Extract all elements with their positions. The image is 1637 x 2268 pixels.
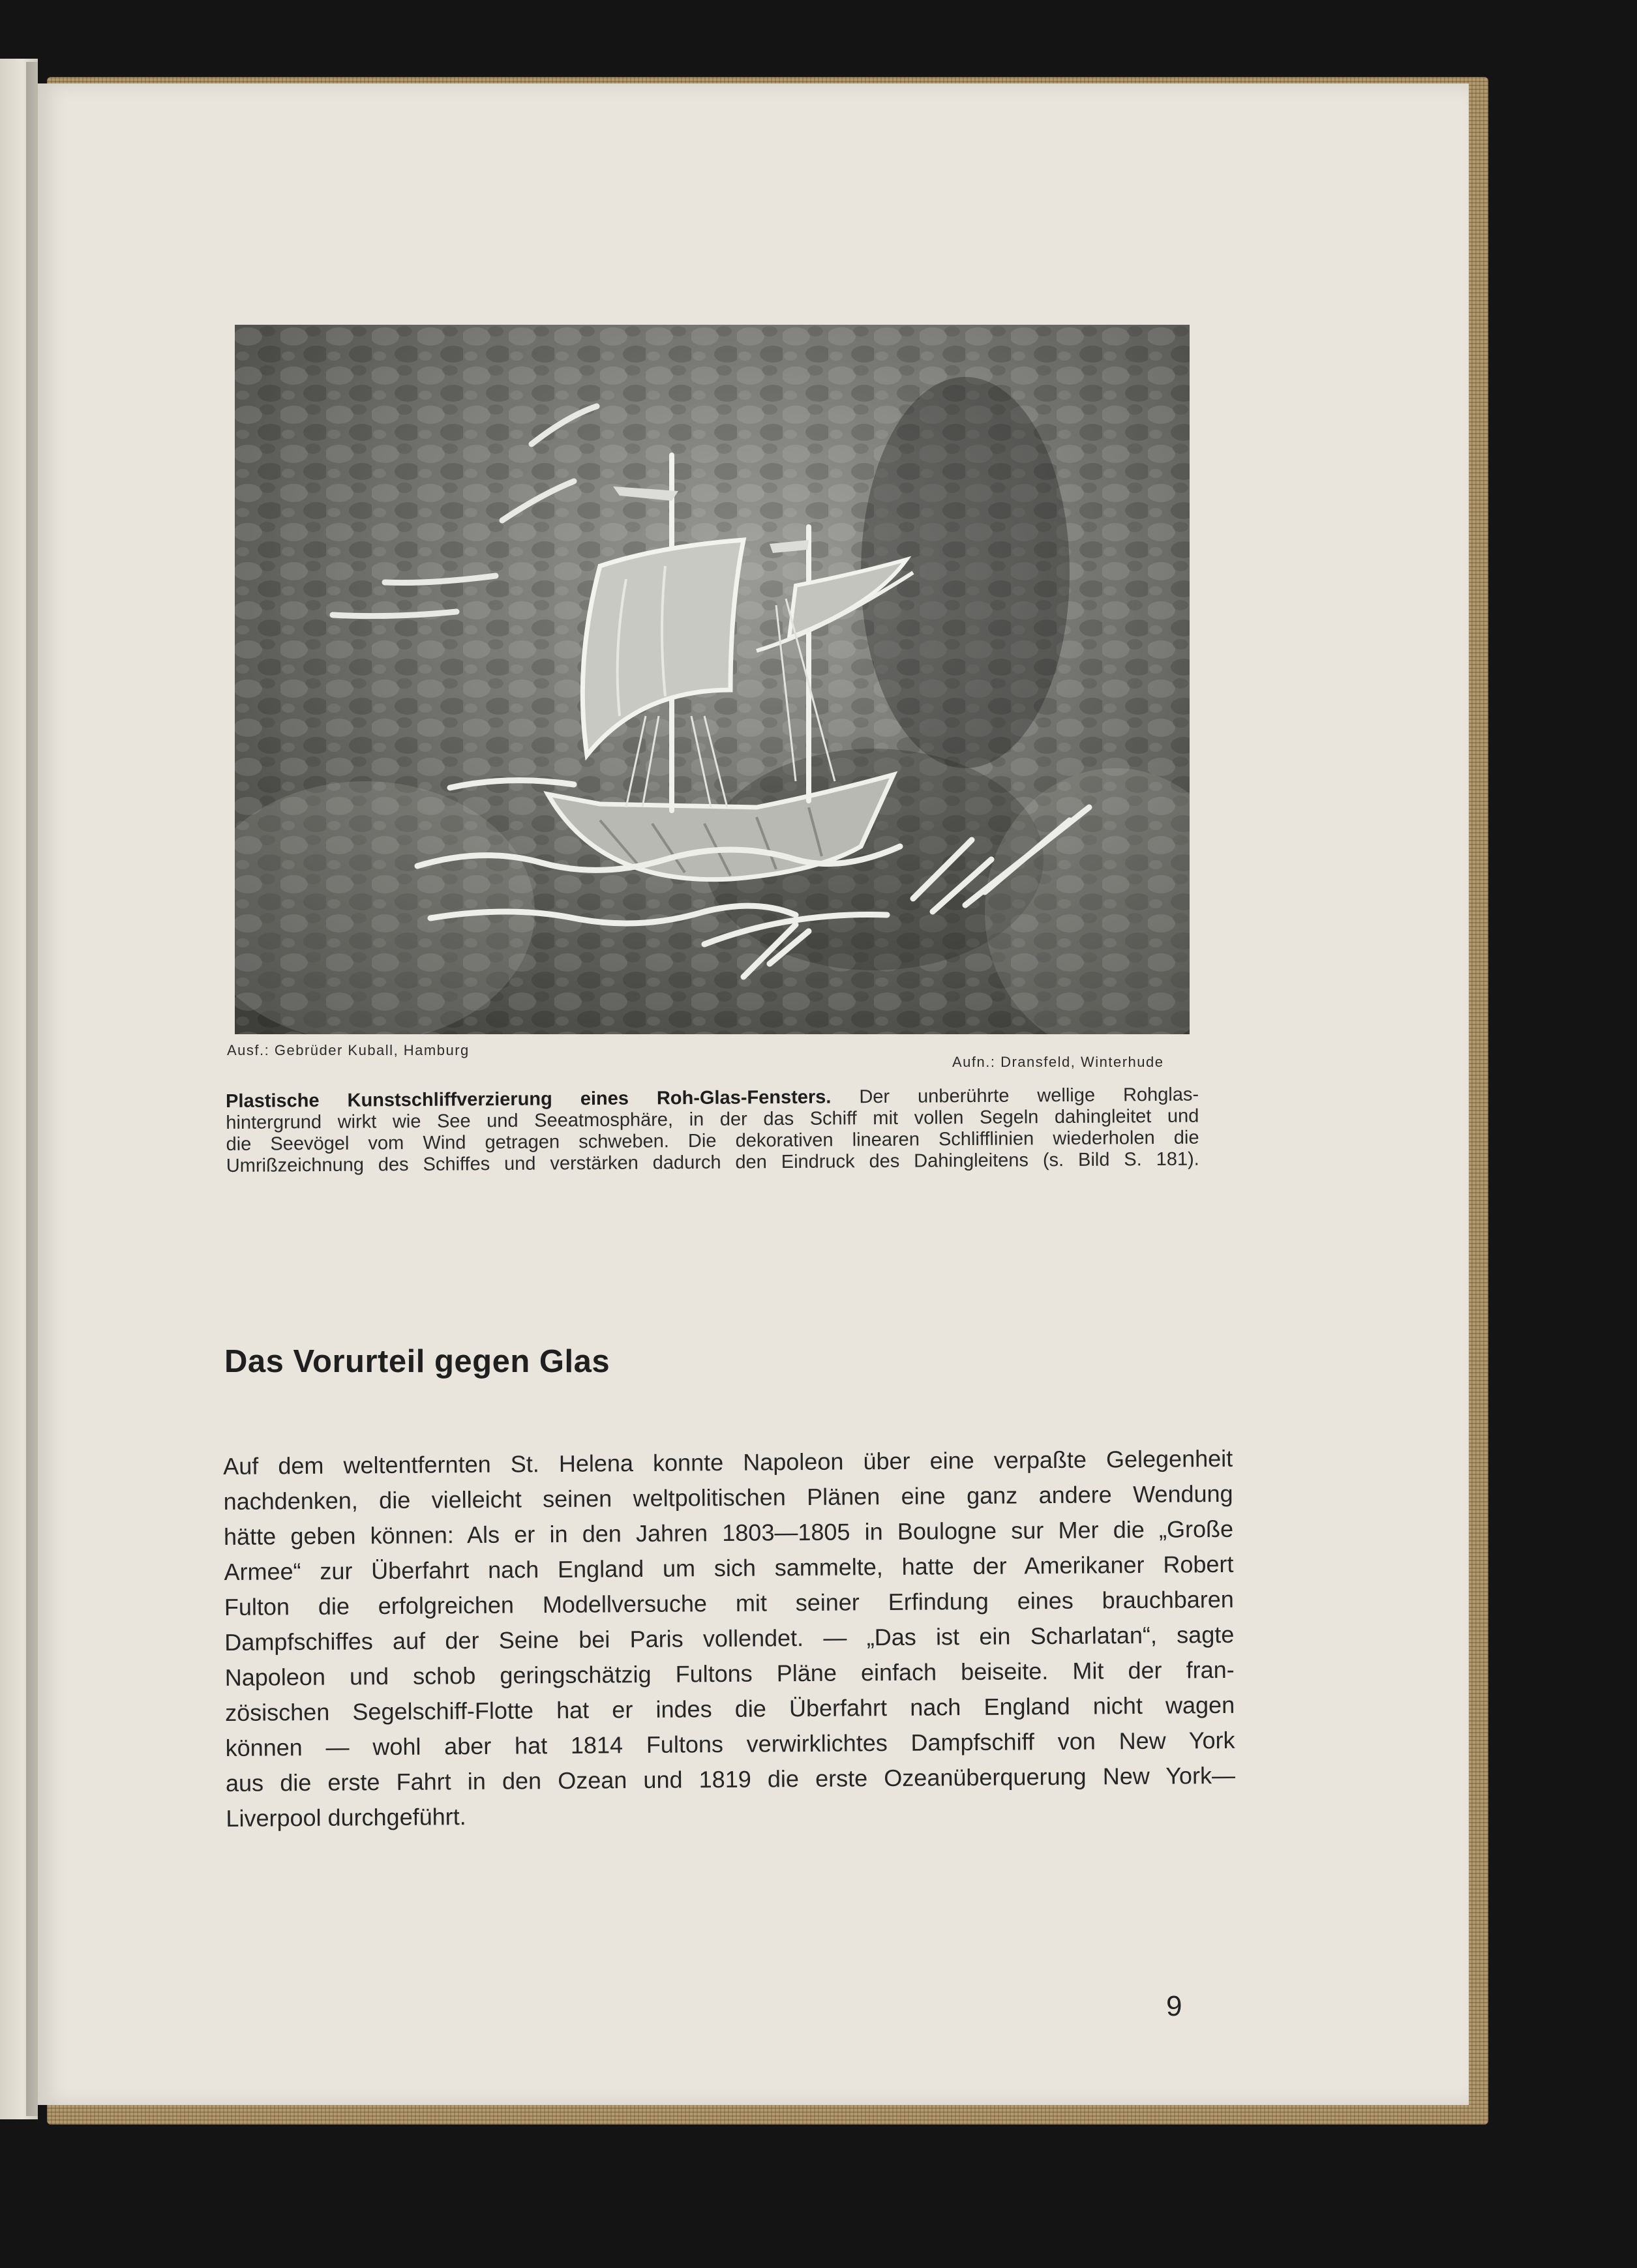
credit-photo-by: Aufn.: Dransfeld, Winterhude [952, 1054, 1164, 1070]
body-line: zösischen Segelschiff-Flotte hat er indes die Überfahrt nach England nicht wagen [225, 1691, 1235, 1726]
caption-line-4: Umrißzeichnung des Schiffes und verstärken dadurch den Eindruck des Dahingleitens (s. Bild S. 181). [226, 1148, 1199, 1176]
credit-executed-by: Ausf.: Gebrüder Kuball, Hamburg [227, 1042, 470, 1058]
caption-line-2: hintergrund wirkt wie See und Seeatmosphäre, in der das Schiff mit vollen Segeln dahingleitet und [226, 1105, 1199, 1133]
body-line: Dampfschiffes auf der Seine bei Paris vollendet. — „Das ist ein Scharlatan“, sagte [224, 1620, 1235, 1656]
section-heading: Das Vorurteil gegen Glas [224, 1344, 610, 1379]
ship-engraving-photo [235, 325, 1190, 1034]
photo-caption [226, 1084, 1199, 1177]
caption-title: Plastische Kunstschliffverzierung eines Roh-Glas-Fensters. [226, 1086, 832, 1112]
caption-line-1: Der unberührte wellige Rohglas- [859, 1084, 1199, 1108]
body-line: können — wohl aber hat 1814 Fultons verwirklichtes Dampfschiff von New York [225, 1726, 1235, 1761]
body-line: hätte geben können: Als er in den Jahren 1803—1805 in Boulogne sur Mer die „Große [223, 1515, 1234, 1550]
body-line: nachdenken, die vielleicht seinen weltpolitischen Plänen eine ganz andere Wendung [223, 1480, 1233, 1515]
body-text [223, 1441, 1236, 1836]
page [38, 83, 1469, 2105]
body-line: Armee“ zur Überfahrt nach England um sich sammelte, hatte der Amerikaner Robert [224, 1550, 1234, 1585]
body-line: Napoleon und schob geringschätzig Fultons Pläne einfach beiseite. Mit der fran- [224, 1656, 1235, 1691]
body-line: Liverpool durchgeführt. [226, 1803, 466, 1832]
body-line: Auf dem weltentfernten St. Helena konnte Napoleon über eine verpaßte Gelegenheit [223, 1444, 1233, 1480]
page-number: 9 [1166, 1990, 1182, 2022]
body-line: Fulton die erfolgreichen Modellversuche mit seiner Erfindung eines brauchbaren [224, 1585, 1235, 1620]
caption-line-3: die Seevögel vom Wind getragen schweben. Die dekorativen linearen Schlifflinien wiederholen die [226, 1127, 1199, 1155]
body-line: aus die erste Fahrt in den Ozean und 1819 die erste Ozeanüberquerung New York— [225, 1761, 1236, 1797]
